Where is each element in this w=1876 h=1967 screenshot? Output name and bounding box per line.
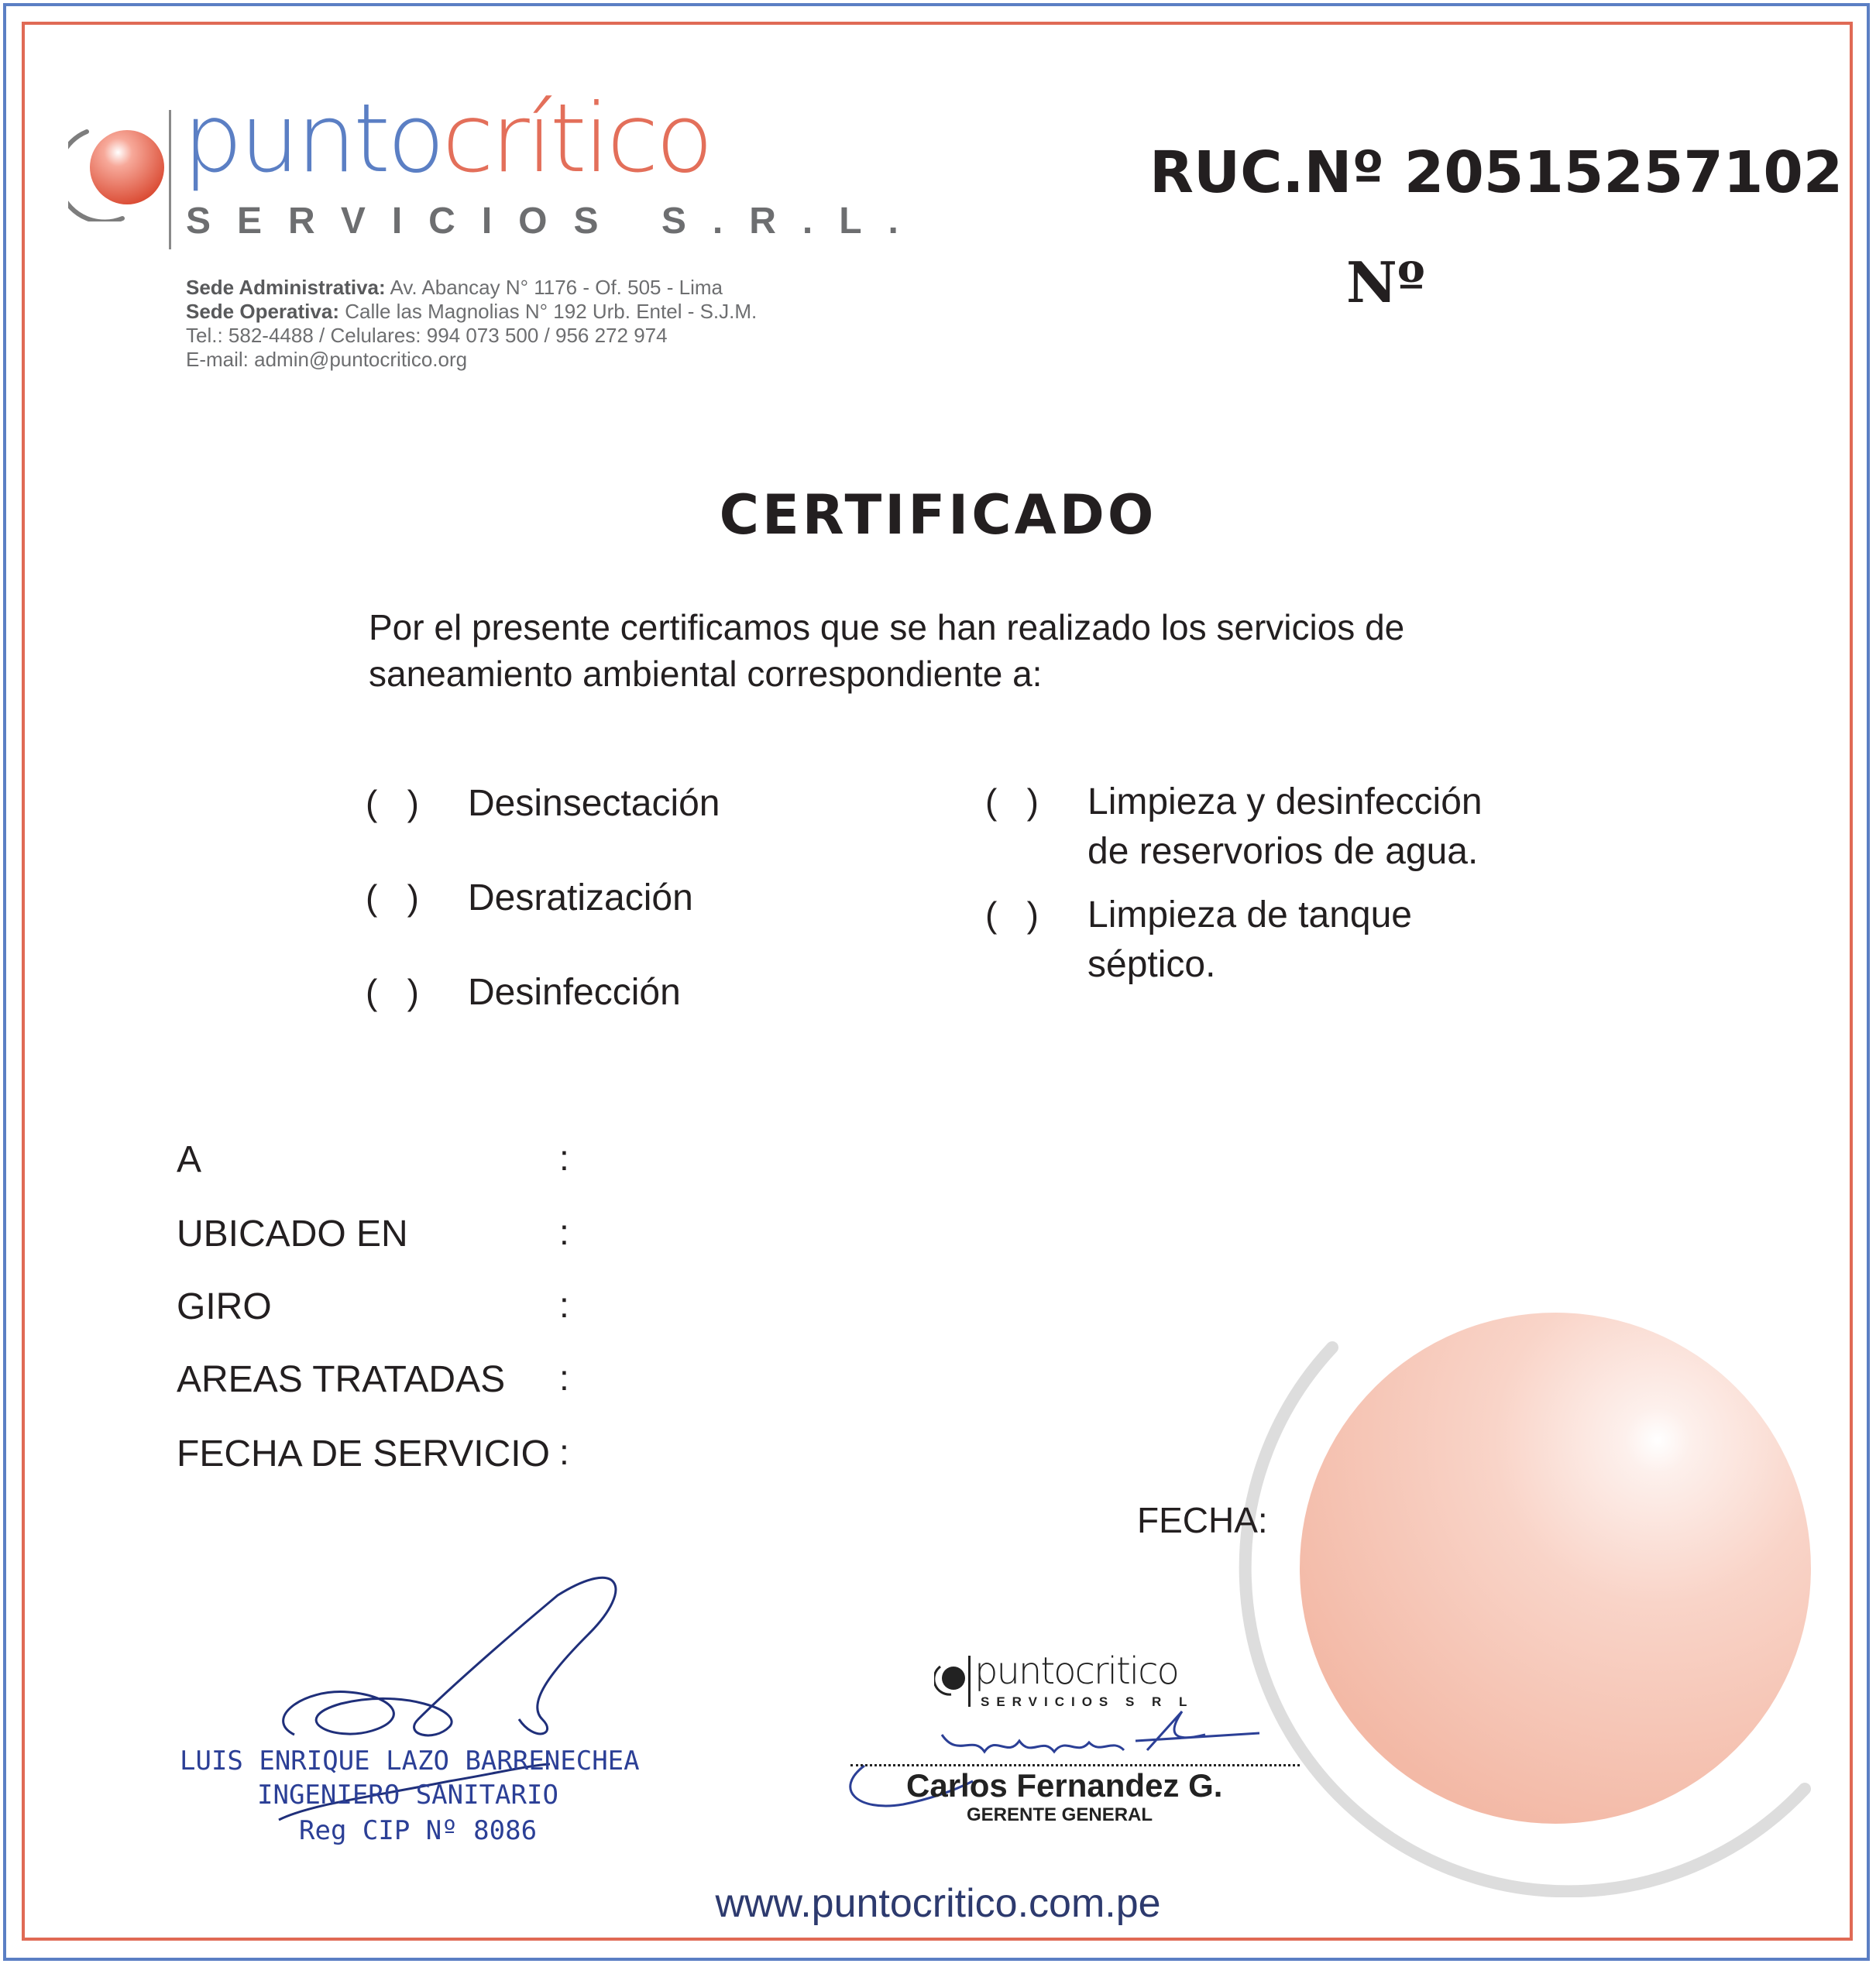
- service-label-tanque-septico: Limpieza de tanque séptico.: [1087, 894, 1412, 985]
- service-label-reservorios: Limpieza y desinfección de reservorios de agua.: [1087, 781, 1483, 872]
- field-colon: :: [559, 1212, 569, 1252]
- certificate-number-label: Nº: [1346, 249, 1425, 315]
- logo-subtitle: SERVICIOS S.R.L.: [186, 201, 925, 242]
- logo-divider: [169, 110, 171, 249]
- field-colon: :: [559, 1358, 569, 1398]
- watermark-sphere-icon: [1232, 1309, 1820, 1897]
- field-colon: :: [559, 1285, 569, 1325]
- field-label-a: A: [177, 1139, 202, 1180]
- address-line-admin: Sede Administrativa: Av. Abancay N° 1176 - Of. 505 - Lima: [186, 276, 723, 299]
- engineer-name: LUIS ENRIQUE LAZO BARRENECHEA: [180, 1746, 640, 1776]
- field-label-areas: AREAS TRATADAS: [177, 1359, 506, 1400]
- stamp-subtitle: SERVICIOS S R L: [981, 1694, 1194, 1709]
- stamp-divider: [968, 1656, 971, 1707]
- checkbox-desratizacion[interactable]: ( ): [366, 877, 419, 918]
- checkbox-desinfeccion[interactable]: ( ): [366, 972, 419, 1012]
- engineer-title: INGENIERO SANITARIO: [257, 1780, 558, 1811]
- manager-title: GERENTE GENERAL: [967, 1804, 1153, 1825]
- logo-sphere-icon: [68, 122, 167, 221]
- checkbox-desinsectacion[interactable]: ( ): [366, 783, 419, 823]
- address-line-operative: Sede Operativa: Calle las Magnolias N° 192 Urb. Entel - S.J.M.: [186, 300, 758, 323]
- field-colon: :: [559, 1432, 569, 1472]
- service-label-desinsectacion: Desinsectación: [468, 783, 720, 824]
- stamp-wordmark: puntocritico: [974, 1649, 1178, 1693]
- engineer-registration: Reg CIP Nº 8086: [299, 1815, 538, 1846]
- email-line: E-mail: admin@puntocritico.org: [186, 348, 468, 371]
- field-label-ubicado: UBICADO EN: [177, 1213, 408, 1255]
- signature-line: [850, 1764, 1300, 1766]
- certificate-title: CERTIFICADO: [719, 483, 1157, 547]
- stamp-sphere-icon: [934, 1662, 968, 1696]
- logo-wordmark: puntocrítico: [183, 84, 711, 194]
- ruc-number: RUC.Nº 20515257102: [1149, 139, 1843, 206]
- manager-name: Carlos Fernandez G.: [906, 1767, 1223, 1804]
- checkbox-reservorios[interactable]: ( ): [985, 781, 1039, 822]
- service-label-desratizacion: Desratización: [468, 877, 693, 918]
- phone-line: Tel.: 582-4488 / Celulares: 994 073 500 / 956 272 974: [186, 324, 668, 347]
- field-colon: :: [559, 1138, 569, 1178]
- field-label-fecha-servicio: FECHA DE SERVICIO: [177, 1433, 550, 1474]
- checkbox-tanque-septico[interactable]: ( ): [985, 894, 1039, 935]
- certificate-intro: Por el presente certificamos que se han realizado los servicios de saneamiento ambiental correspondiente a:: [369, 607, 1405, 694]
- date-label: FECHA:: [1137, 1500, 1268, 1540]
- service-label-desinfeccion: Desinfección: [468, 972, 681, 1013]
- field-label-giro: GIRO: [177, 1286, 272, 1327]
- footer-website[interactable]: www.puntocritico.com.pe: [715, 1881, 1161, 1926]
